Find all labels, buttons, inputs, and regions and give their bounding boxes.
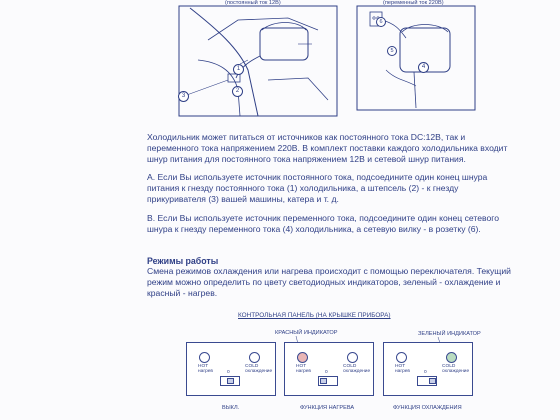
modes-paragraph: Смена режимов охлаждения или нагрева происходит с помощью переключателя. Текущий режим можно определить по цвету светодиодных индикаторов, зеленый - охлаждение и красный - нагрев. — [147, 266, 511, 299]
callout-3: 3 — [178, 91, 189, 102]
mode-switch[interactable] — [220, 376, 240, 386]
callout-5: 5 — [387, 46, 397, 56]
control-panel-heat — [284, 342, 374, 396]
cold-indicator — [446, 352, 457, 363]
control-panel-title: КОНТРОЛЬНАЯ ПАНЕЛЬ (НА КРЫШКЕ ПРИБОРА) — [238, 312, 391, 319]
caption-off: ВЫКЛ. — [222, 405, 240, 411]
intro-paragraph: Холодильник может питаться от источников как постоянного тока DC:12В, так и переменного тока напряжением 220В. В комплект поставки каждого холодильника входит шнур питания для постоянного тока напряжением 12В и сетевой шнур питания. — [147, 132, 508, 165]
cold-label: COLD охлаждение — [245, 364, 273, 374]
hot-indicator — [297, 352, 308, 363]
switch-zero-mark: 0 — [325, 370, 328, 375]
callout-6: 6 — [376, 17, 386, 27]
hot-label: HOT нагрев — [296, 364, 311, 374]
cold-label: COLD охлаждение — [442, 364, 470, 374]
callout-1: 1 — [233, 64, 244, 75]
hot-label: HOT нагрев — [395, 364, 410, 374]
switch-knob — [320, 378, 327, 384]
hot-indicator — [199, 352, 210, 363]
control-panel-cool — [383, 342, 473, 396]
caption-heat: ФУНКЦИЯ НАГРЕВА — [300, 405, 355, 411]
caption-ac: (переменный ток 220В) — [383, 0, 444, 6]
caption-dc: (постоянный ток 12В) — [225, 0, 281, 6]
modes-heading: Режимы работы — [147, 256, 219, 266]
cold-indicator — [347, 352, 358, 363]
switch-knob — [429, 378, 436, 384]
callout-2: 2 — [232, 86, 243, 97]
cold-indicator — [249, 352, 260, 363]
switch-knob — [227, 378, 234, 384]
red-indicator-label: КРАСНЫЙ ИНДИКАТОР — [275, 330, 338, 336]
mode-switch[interactable] — [417, 376, 437, 386]
switch-zero-mark: 0 — [424, 370, 427, 375]
mode-switch[interactable] — [318, 376, 338, 386]
green-indicator-label: ЗЕЛЕНЫЙ ИНДИКАТОР — [418, 331, 481, 337]
cold-label: COLD охлаждение — [343, 364, 371, 374]
hot-label: HOT нагрев — [198, 364, 213, 374]
caption-cool: ФУНКЦИЯ ОХЛАЖДЕНИЯ — [393, 405, 462, 411]
paragraph-b: В. Если Вы используете источник переменного тока, подсоедините один конец сетевого шнура к гнезду переменного тока (4) холодильника, а сетевую вилку - в розетку (6). — [147, 213, 499, 235]
paragraph-a: А. Если Вы используете источник постоянного тока, подсоедините один конец шнура питания к гнезду постоянного тока (1) холодильника, а штепсель (2) - к гнезду прикуривателя (3) вашей машины, катера и т. д. — [147, 172, 488, 205]
callout-4: 4 — [418, 62, 429, 73]
control-panel-off — [186, 342, 276, 396]
switch-zero-mark: 0 — [227, 370, 230, 375]
hot-indicator — [396, 352, 407, 363]
